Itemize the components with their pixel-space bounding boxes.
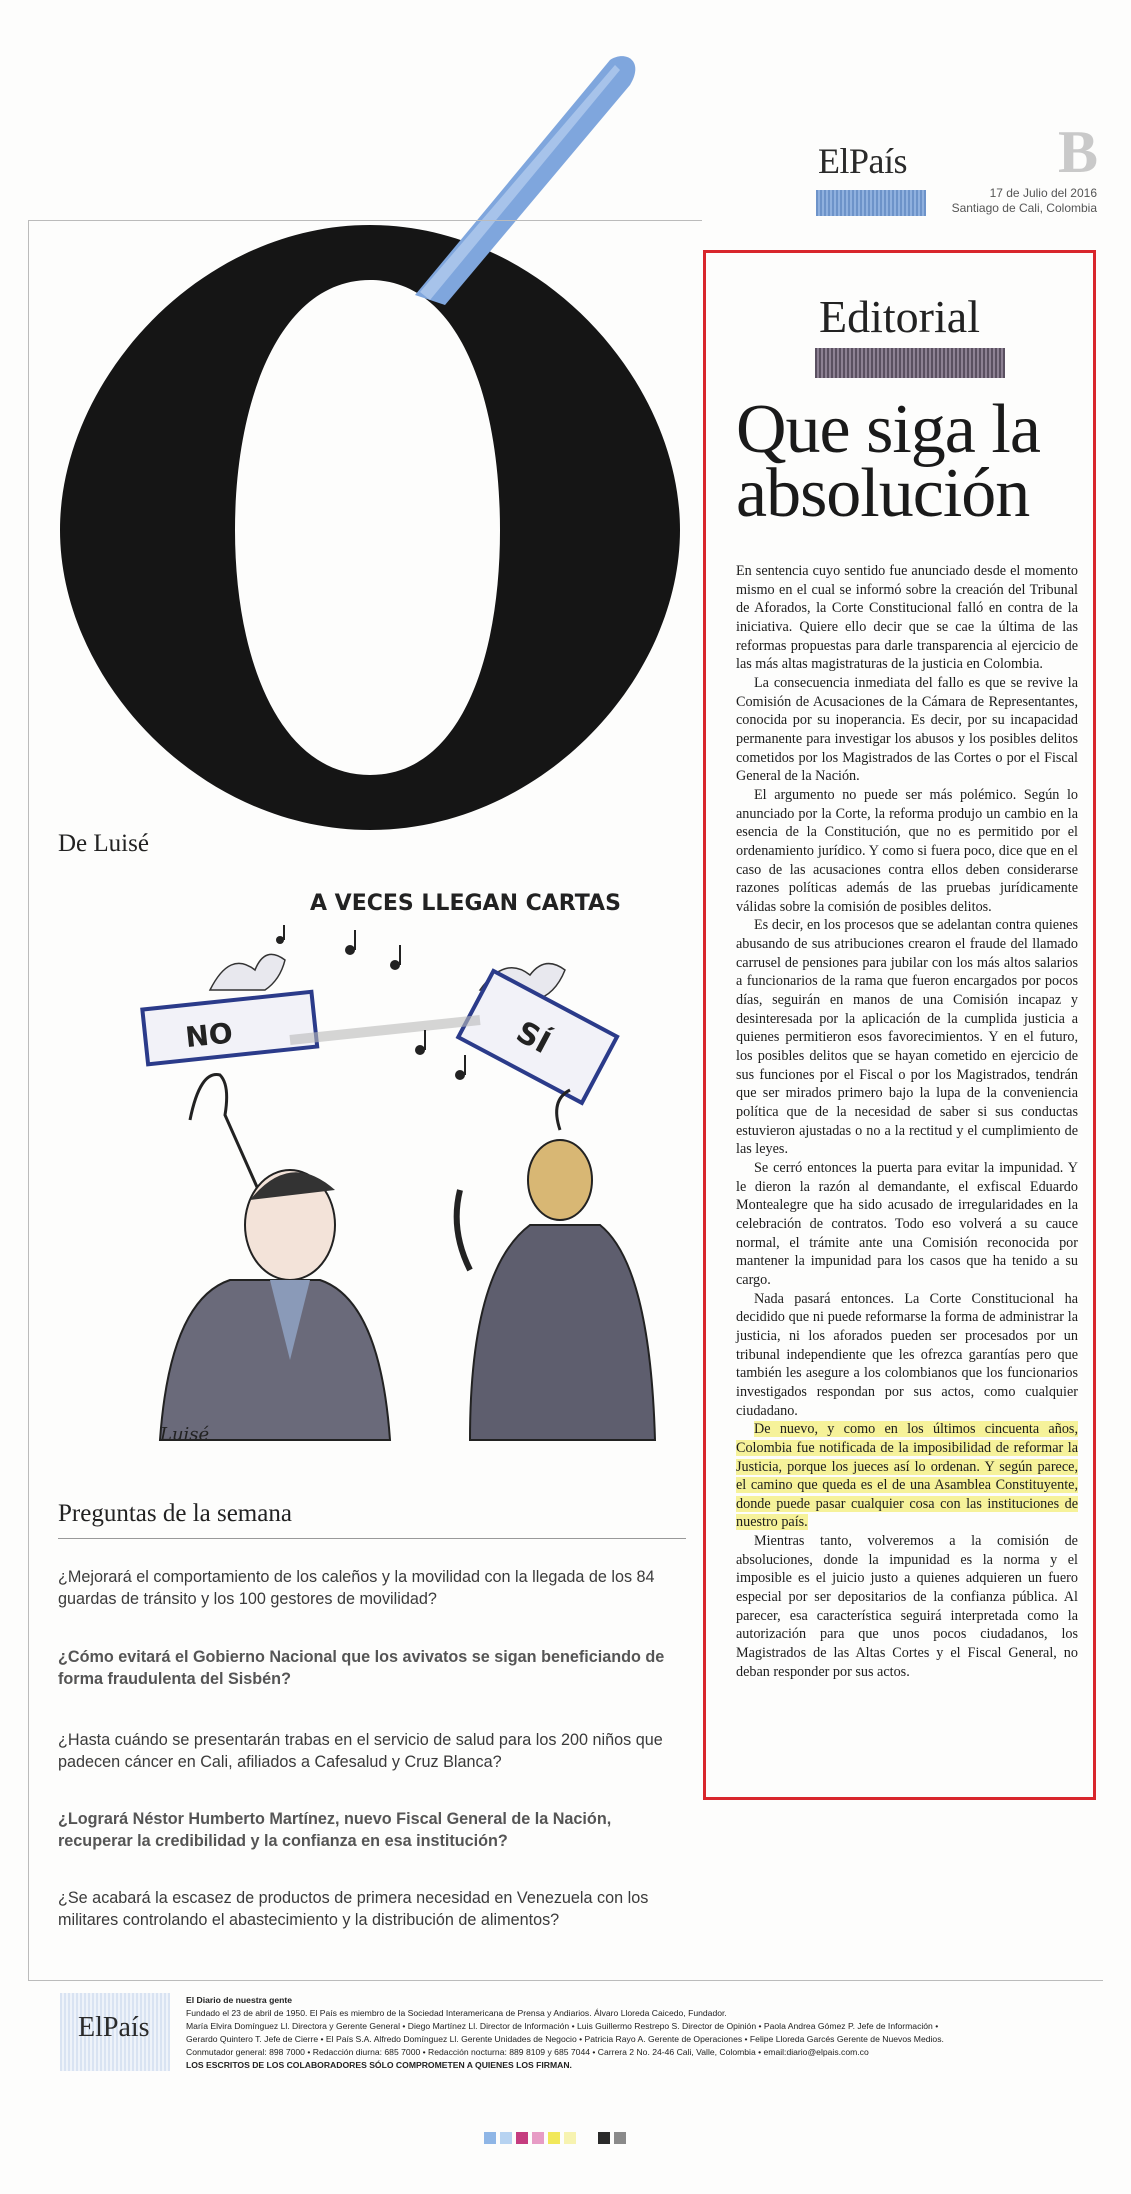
color-swatch <box>532 2132 544 2144</box>
editorial-paragraph: El argumento no puede ser más polémico. Según lo anunciado por la Corte, la reforma produjo un cambio en la esencia de la Constitución, que no es permitido por el ordenamiento jurídico. Y como si fuera poco, dice que en el caso de las acusaciones contra ellos deben considerarse razones políticas además de las pruebas jurídicamente válidas sobre la comisión de posibles delitos. <box>736 786 1078 915</box>
footer-line: LOS ESCRITOS DE LOS COLABORADORES SÓLO COMPROMETEN A QUIENES LOS FIRMAN. <box>186 2060 572 2070</box>
color-swatch <box>484 2132 496 2144</box>
political-cartoon <box>140 880 680 1460</box>
masthead-o-graphic <box>20 30 720 830</box>
color-swatch <box>548 2132 560 2144</box>
footer-logo: ElPaís <box>78 2012 150 2043</box>
editorial-paragraph: En sentencia cuyo sentido fue anunciado desde el momento mismo en el cual se informó sobre la creación del Tribunal de Aforados, la Corte Constitucional falló en contra de la iniciativa. Quiere ello decir que se cae la última de las reformas propuestas para darle transparencia al ejercicio de las más altas magistraturas de la justicia en Colombia. <box>736 563 1078 673</box>
headline-line-1: Que siga la <box>736 391 1040 468</box>
color-swatch <box>598 2132 610 2144</box>
editorial-paragraph: Se cerró entonces la puerta para evitar la impunidad. Y le dieron la razón al demandante, el exfiscal Eduardo Montealegre que ha sido acusado de irregularidades en la celebración de contratos. Todo eso volverá a su cauce normal, el trámite ante una Comisión reconocida por mantener la impunidad para los casos que ha tenido a su cargo. <box>736 1160 1078 1288</box>
editorial-body <box>736 562 1078 1681</box>
editorial-paragraph: Es decir, en los procesos que se adelantan contra quienes abusando de sus atribuciones crearon el fraude del llamado carrusel de pensiones para jubilar con los más altos salarios a funcionarios de la rama que fueron encargados por pocos días, seguirán en manos de una Comisión incapaz y desinteresada por la aplicación de la cumplida justicia a quienes permitieron esos favorecimientos. Y en el futuro, los posibles delitos que se hayan cometido en ejercicio de sus funciones por el Fiscal o por los Magistrados, tendrán que ser mirados primero bajo la lupa de la conveniencia política que de la necesidad de saber si sus conductas estuvieron ajustadas o no a la rectitud y el cumplimiento de las leyes. <box>736 917 1078 1158</box>
editorial-paragraph-highlighted <box>736 1420 1078 1532</box>
cartoon-card-no: NO <box>183 1016 235 1055</box>
headline-line-2: absolución <box>736 455 1030 532</box>
footer-line: Conmutador general: 898 7000 • Redacción diurna: 685 7000 • Redacción nocturna: 889 8109 y 685 7044 • Carrera 2 No. 24-46 Cali, Valle, Colombia • email:diario@elpais.com.co <box>186 2047 869 2057</box>
editorial-headline <box>736 391 1086 532</box>
editorial-paragraph: Nada pasará entonces. La Corte Constitucional ha decidido que ni puede reformarse la forma de administrar la justicia, ni los aforados pueden ser procesados por un tribunal independiente que les ofrezca garantías pero que también les asegure a los colombianos que los funcionarios investigados respondan por sus actos, como cualquier ciudadano. <box>736 1290 1078 1419</box>
editorial-kicker-bar <box>815 348 1005 378</box>
edition-date: 17 de Julio del 2016 <box>989 186 1097 200</box>
color-swatch <box>614 2132 626 2144</box>
frame-rule-top <box>28 220 702 221</box>
question-item: ¿Logrará Néstor Humberto Martínez, nuevo Fiscal General de la Nación, recuperar la credibilidad y la confianza en esa institución? <box>58 1810 612 1850</box>
editorial-kicker: Editorial <box>819 291 980 342</box>
color-swatch <box>564 2132 576 2144</box>
cartoon-card-si: SÍ <box>510 1014 556 1062</box>
footer-line: Gerardo Quintero T. Jefe de Cierre • El País S.A. Alfredo Domínguez Ll. Gerente Unidades de Negocio • Patricia Rayo A. Gerente de Operaciones • Felipe Lloreda Garcés Gerente de Nuevos Medios. <box>186 2034 944 2044</box>
question-item: ¿Se acabará la escasez de productos de primera necesidad en Venezuela con los militares controlando el abastecimiento y la distribución de alimentos? <box>58 1889 649 1929</box>
color-swatch <box>516 2132 528 2144</box>
cartoon-caption: A VECES LLEGAN CARTAS <box>310 891 621 916</box>
brand-color-bar <box>816 190 926 216</box>
cartoon-heading: De Luisé <box>58 830 149 857</box>
question-item: ¿Cómo evitará el Gobierno Nacional que los avivatos se sigan beneficiando de forma fraudulenta del Sisbén? <box>58 1648 665 1688</box>
frame-rule-bottom <box>28 1980 1103 1981</box>
highlighted-text: De nuevo, y como en los últimos cincuenta años, Colombia fue notificada de la imposibilidad de reformar la Justicia, porque los jueces así lo ordenan. Y según parece, el camino que queda es el de una Asamblea Constituyente, donde puede pasar cualquier cosa con las instituciones de nuestro país. <box>736 1421 1078 1531</box>
questions-rule <box>58 1538 686 1539</box>
footer-line: El Diario de nuestra gente <box>186 1995 293 2005</box>
footer-credits <box>186 1994 1066 2072</box>
footer-line: Fundado el 23 de abril de 1950. El País es miembro de la Sociedad Interamericana de Prensa y Andiarios. Álvaro Lloreda Caicedo, Fundador. <box>186 2008 727 2018</box>
edition-place: Santiago de Cali, Colombia <box>951 201 1097 215</box>
question-item: ¿Mejorará el comportamiento de los caleños y la movilidad con la llegada de los 84 guardas de tránsito y los 100 gestores de movilidad? <box>58 1568 655 1608</box>
color-swatch <box>500 2132 512 2144</box>
section-letter: B <box>1058 119 1099 185</box>
footer-line: María Elvira Domínguez Ll. Directora y Gerente General • Diego Martínez Ll. Director de Información • Luis Guillermo Restrepo S. Director de Opinión • Paola Andrea Gómez P. Jefe de Información • <box>186 2021 939 2031</box>
cartoon-signature: Luisé <box>160 1424 210 1445</box>
question-item: ¿Hasta cuándo se presentarán trabas en el servicio de salud para los 200 niños que padecen cáncer en Cali, afiliados a Cafesalud y Cruz Blanca? <box>58 1731 663 1771</box>
brand-logo: ElPaís <box>818 141 908 181</box>
frame-rule-left <box>28 220 29 1980</box>
editorial-paragraph: La consecuencia inmediata del fallo es que se revive la Comisión de Acusaciones de la Cámara de Representantes, conocida por su inoperancia. Es decir, por su incapacidad permanente para investigar los abusos y los posibles delitos cometidos por los Magistrados de las Cortes o por el Fiscal General de la Nación. <box>736 674 1078 785</box>
editorial-paragraph: Mientras tanto, volveremos a la comisión de absoluciones, donde la impunidad es la norma y el imposible es el juicio justo a quienes adquieren un fuero especial por ser depositarios de la confianza pública. Al parecer, esa característica seguirá interpretada como la autorización para que unos pocos ciudadanos, los Magistrados de las Altas Cortes y el Fiscal General, no deban responder por sus actos. <box>736 1533 1078 1680</box>
questions-heading: Preguntas de la semana <box>58 1500 292 1527</box>
